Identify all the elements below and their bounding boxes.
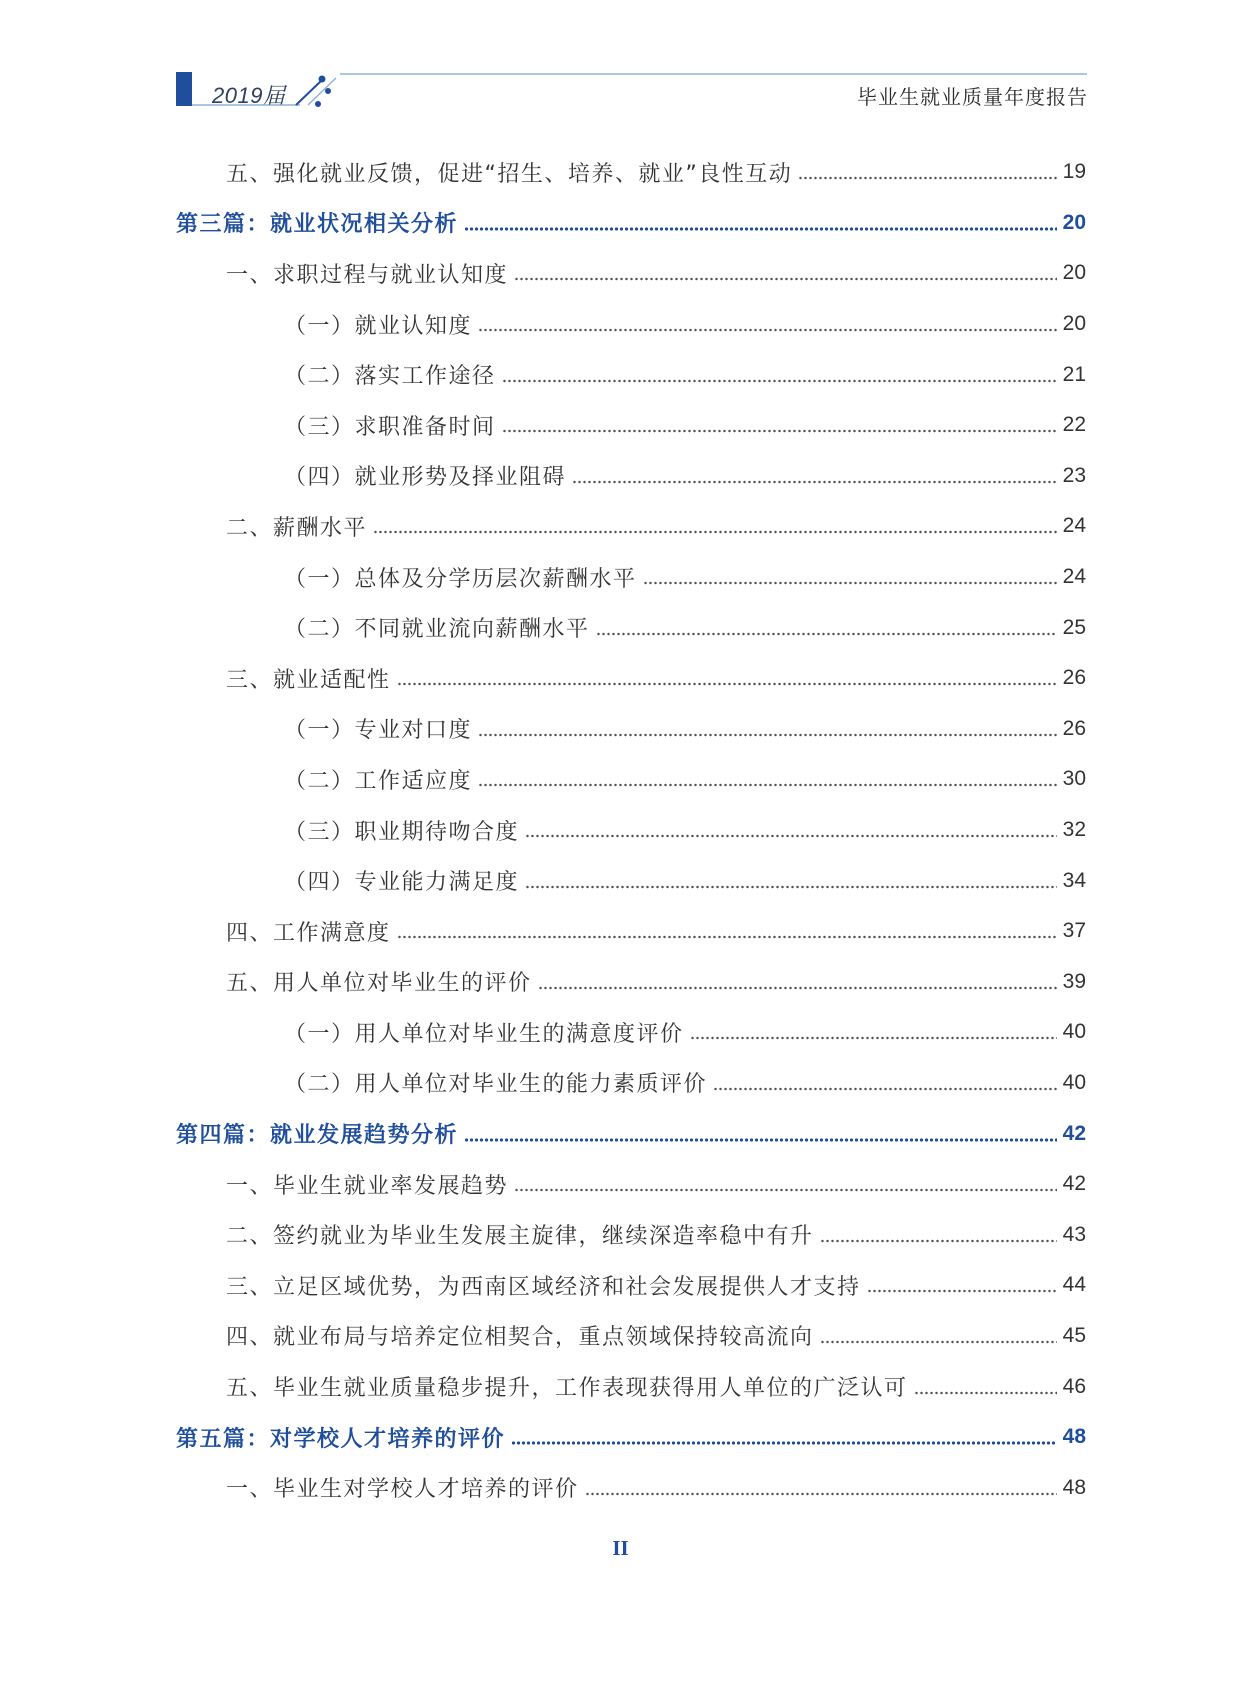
toc-entry[interactable] (176, 1462, 1086, 1513)
toc-entry-page: 19 (1062, 160, 1086, 184)
dot-leader (820, 1340, 1057, 1344)
toc-entry-title: （三）职业期待吻合度 (284, 819, 520, 845)
toc-entry[interactable] (176, 349, 1086, 400)
dot-leader (820, 1239, 1057, 1243)
toc-entry[interactable] (176, 957, 1086, 1008)
toc-entry-title: 三、立足区域优势，为西南区域经济和社会发展提供人才支持 (226, 1274, 861, 1300)
toc-entry[interactable] (176, 501, 1086, 552)
toc-entry-page: 37 (1062, 919, 1086, 943)
toc-entry[interactable] (176, 147, 1086, 198)
dot-leader (478, 328, 1057, 332)
toc-entry-title: （一）用人单位对毕业生的满意度评价 (284, 1021, 684, 1047)
toc-entry-title: 一、毕业生对学校人才培养的评价 (226, 1477, 579, 1503)
dot-leader (478, 733, 1057, 737)
toc-entry-page: 48 (1062, 1475, 1086, 1499)
dot-leader (867, 1289, 1057, 1293)
toc-entry-title: 第三篇：就业状况相关分析 (176, 212, 459, 238)
toc-entry-title: 二、签约就业为毕业生发展主旋律，继续深造率稳中有升 (226, 1224, 814, 1250)
dot-leader (514, 1188, 1057, 1192)
dot-leader (511, 1441, 1057, 1445)
header-year: 2019届 (212, 83, 286, 108)
toc-entry-page: 20 (1062, 312, 1086, 336)
toc-entry-title: （三）求职准备时间 (284, 414, 496, 440)
toc-entry-title: 一、求职过程与就业认知度 (226, 262, 509, 288)
dot-leader (514, 277, 1057, 281)
dot-leader (572, 480, 1057, 484)
dot-leader (643, 581, 1057, 585)
toc-entry-page: 26 (1062, 716, 1086, 740)
page-header (0, 0, 1241, 120)
toc-entry-title: 第五篇：对学校人才培养的评价 (176, 1426, 506, 1452)
toc-entry[interactable] (176, 1159, 1086, 1210)
toc-entry[interactable] (176, 653, 1086, 704)
toc-entry-title: 第四篇：就业发展趋势分析 (176, 1123, 459, 1149)
header-dot-1 (319, 76, 326, 83)
dot-leader (690, 1036, 1057, 1040)
toc-part-entry[interactable] (176, 1412, 1086, 1463)
page-number: II (612, 1536, 629, 1560)
toc-entry-title: 五、毕业生就业质量稳步提升，工作表现获得用人单位的广泛认可 (226, 1376, 908, 1402)
toc-entry[interactable] (176, 1007, 1086, 1058)
dot-leader (373, 530, 1057, 534)
dot-leader (914, 1391, 1057, 1395)
toc-entry[interactable] (176, 805, 1086, 856)
header-block (176, 72, 192, 106)
toc-entry-title: （一）就业认知度 (284, 313, 473, 339)
toc-entry-title: （二）用人单位对毕业生的能力素质评价 (284, 1072, 708, 1098)
toc-entry[interactable] (176, 1361, 1086, 1412)
toc-entry-page: 21 (1062, 362, 1086, 386)
dot-leader (525, 885, 1057, 889)
dot-leader (798, 176, 1056, 180)
toc-entry-page: 48 (1062, 1425, 1086, 1449)
toc-entry-title: 五、用人单位对毕业生的评价 (226, 971, 532, 997)
toc-entry-page: 22 (1062, 413, 1086, 437)
dot-leader (464, 227, 1057, 231)
dot-leader (502, 429, 1057, 433)
table-of-contents (176, 147, 1086, 1513)
dot-leader (478, 783, 1057, 787)
toc-entry[interactable] (176, 1311, 1086, 1362)
toc-entry-page: 39 (1062, 969, 1086, 993)
dot-leader (397, 935, 1057, 939)
toc-part-entry[interactable] (176, 198, 1086, 249)
toc-entry-page: 25 (1062, 615, 1086, 639)
toc-entry[interactable] (176, 602, 1086, 653)
toc-entry-page: 26 (1062, 666, 1086, 690)
toc-entry[interactable] (176, 906, 1086, 957)
dot-leader (585, 1492, 1057, 1496)
toc-entry-page: 42 (1062, 1172, 1086, 1196)
toc-entry[interactable] (176, 248, 1086, 299)
toc-entry[interactable] (176, 400, 1086, 451)
toc-entry-title: （四）就业形势及择业阻碍 (284, 465, 567, 491)
toc-entry-title: （四）专业能力满足度 (284, 870, 520, 896)
header-dot-3 (315, 101, 321, 107)
dot-leader (713, 1087, 1057, 1091)
header-dot-2 (325, 88, 331, 94)
toc-entry-title: （二）不同就业流向薪酬水平 (284, 617, 590, 643)
toc-entry-title: 二、薪酬水平 (226, 515, 368, 541)
toc-entry-page: 44 (1062, 1273, 1086, 1297)
toc-entry-title: 四、就业布局与培养定位相契合，重点领域保持较高流向 (226, 1325, 814, 1351)
toc-entry-page: 24 (1062, 514, 1086, 538)
toc-entry-page: 23 (1062, 463, 1086, 487)
toc-entry[interactable] (176, 552, 1086, 603)
header-report-title: 毕业生就业质量年度报告 (857, 85, 1088, 109)
toc-entry-page: 30 (1062, 767, 1086, 791)
dot-leader (397, 682, 1057, 686)
toc-entry-title: 三、就业适配性 (226, 667, 391, 693)
toc-entry-title: （二）工作适应度 (284, 768, 473, 794)
toc-entry-page: 45 (1062, 1323, 1086, 1347)
toc-entry-page: 40 (1062, 1070, 1086, 1094)
dot-leader (525, 834, 1057, 838)
toc-entry[interactable] (176, 299, 1086, 350)
toc-entry-title: （一）专业对口度 (284, 718, 473, 744)
toc-entry-page: 20 (1062, 210, 1086, 234)
toc-entry-page: 34 (1062, 868, 1086, 892)
toc-entry-page: 42 (1062, 1121, 1086, 1145)
toc-part-entry[interactable] (176, 1108, 1086, 1159)
dot-leader (596, 632, 1057, 636)
toc-entry-title: 四、工作满意度 (226, 920, 391, 946)
toc-entry[interactable] (176, 1209, 1086, 1260)
toc-entry-title: （二）落实工作途径 (284, 364, 496, 390)
toc-entry-page: 24 (1062, 565, 1086, 589)
toc-entry[interactable] (176, 1058, 1086, 1109)
toc-entry-title: 一、毕业生就业率发展趋势 (226, 1173, 509, 1199)
toc-entry[interactable] (176, 704, 1086, 755)
toc-entry-page: 20 (1062, 261, 1086, 285)
toc-entry-title: （一）总体及分学历层次薪酬水平 (284, 566, 637, 592)
toc-entry-page: 43 (1062, 1222, 1086, 1246)
toc-entry-page: 32 (1062, 818, 1086, 842)
dot-leader (464, 1138, 1057, 1142)
toc-entry-page: 46 (1062, 1374, 1086, 1398)
toc-entry[interactable] (176, 855, 1086, 906)
dot-leader (502, 379, 1057, 383)
toc-entry[interactable] (176, 1260, 1086, 1311)
toc-entry[interactable] (176, 451, 1086, 502)
dot-leader (538, 986, 1057, 990)
toc-entry-page: 40 (1062, 1020, 1086, 1044)
toc-entry[interactable] (176, 754, 1086, 805)
toc-entry-title: 五、强化就业反馈，促进“招生、培养、就业”良性互动 (226, 161, 793, 187)
